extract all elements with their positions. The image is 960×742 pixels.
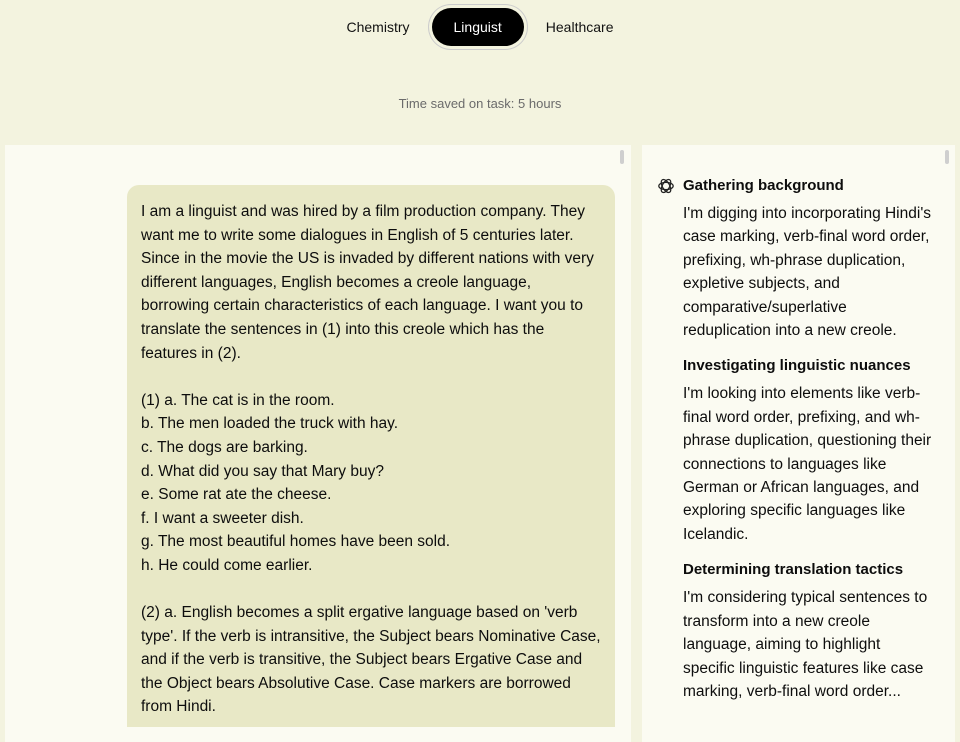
time-saved-label: Time saved on task: 5 hours	[398, 96, 562, 111]
openai-logo-icon	[657, 177, 675, 195]
sentence: h. He could come earlier.	[141, 556, 313, 574]
reasoning-panel	[642, 145, 955, 742]
user-message-bubble	[127, 185, 615, 727]
step-body: I'm considering typical sentences to transform into a new creole language, aiming to highlight specific linguistic features like case marking, verb-final word order...	[683, 589, 928, 700]
sentence: (1) a. The cat is in the room.	[141, 391, 335, 409]
sentence: f. I want a sweeter dish.	[141, 509, 304, 527]
sentence: e. Some rat ate the cheese.	[141, 486, 332, 504]
sentence: c. The dogs are barking.	[141, 438, 308, 456]
step-title: Gathering background	[683, 177, 844, 194]
sentence: g. The most beautiful homes have been sold.	[141, 533, 451, 551]
sentence: b. The men loaded the truck with hay.	[141, 415, 399, 433]
reasoning-step	[683, 558, 933, 703]
scrollbar[interactable]	[945, 150, 949, 164]
tab-linguist[interactable]: Linguist	[432, 8, 524, 46]
step-body: I'm looking into elements like verb-final word order, prefixing, and wh-phrase duplication, questioning their connections to languages like German or African languages, and exploring specific languages like Icelandic.	[683, 385, 932, 543]
tab-healthcare[interactable]: Healthcare	[545, 19, 614, 35]
prompt-panel	[5, 145, 631, 742]
prompt-features: (2) a. English becomes a split ergative language based on 'verb type'. If the verb is intransitive, the Subject bears Nominative Case, and if the verb is transitive, the Subject bears Ergative Case and the Object bears Absolutive Case. Case markers are borrowed from Hindi.	[141, 604, 601, 716]
prompt-sentences	[141, 389, 601, 578]
step-title: Investigating linguistic nuances	[683, 357, 911, 375]
scrollbar[interactable]	[620, 150, 624, 164]
category-tabs	[0, 8, 960, 46]
prompt-intro: I am a linguist and was hired by a film production company. They want me to write some dialogues in English of 5 centuries later. Since in the movie the US is invaded by different nations with very different languages, English becomes a creole language, borrowing certain characteristics of each language. I want you to translate the sentences in (1) into this creole which has the features in (2).	[141, 203, 594, 362]
reasoning-step	[683, 174, 933, 342]
step-body: I'm digging into incorporating Hindi's case marking, verb-final word order, prefixing, wh-phrase duplication, expletive subjects, and comparative/superlative reduplication into a new creole.	[683, 205, 932, 340]
sentence: d. What did you say that Mary buy?	[141, 462, 384, 480]
step-title: Determining translation tactics	[683, 561, 904, 579]
tab-chemistry[interactable]: Chemistry	[346, 19, 410, 35]
reasoning-step	[683, 354, 933, 546]
